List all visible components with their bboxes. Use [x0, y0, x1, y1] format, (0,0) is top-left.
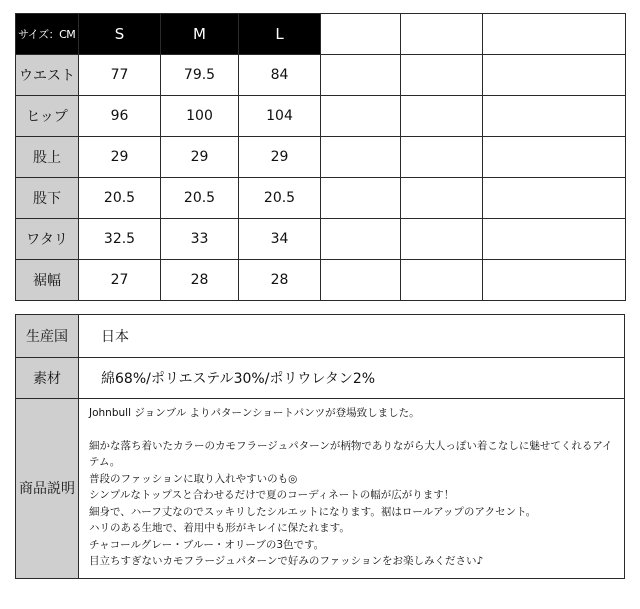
value-cell: 27 — [79, 260, 161, 301]
blank-cell — [321, 219, 401, 260]
description-line: チャコールグレー・ブルー・オリーブの3色です。 — [89, 538, 325, 551]
blank-cell — [483, 14, 626, 55]
row-label: 股上 — [16, 137, 79, 178]
material-row — [16, 358, 625, 399]
size-header-l: L — [239, 14, 321, 55]
table-row — [16, 96, 626, 137]
table-row — [16, 260, 626, 301]
size-header-m: M — [161, 14, 239, 55]
row-label: ヒップ — [16, 96, 79, 137]
blank-cell — [321, 260, 401, 301]
value-cell: 77 — [79, 55, 161, 96]
origin-value: 日本 — [79, 315, 625, 358]
value-cell: 28 — [161, 260, 239, 301]
size-header-row — [16, 14, 626, 55]
size-header-s: S — [79, 14, 161, 55]
description-intro: Johnbull ジョンブル よりパターンショートパンツが登場致しました。 — [89, 407, 420, 419]
value-cell: 104 — [239, 96, 321, 137]
blank-cell — [401, 14, 483, 55]
material-label: 素材 — [16, 358, 79, 399]
value-cell: 20.5 — [239, 178, 321, 219]
table-row — [16, 178, 626, 219]
size-table — [15, 13, 626, 301]
description-line: 目立ちすぎないカモフラージュパターンで好みのファッションをお楽しみください♪ — [89, 555, 484, 567]
blank-cell — [483, 219, 626, 260]
row-label: ワタリ — [16, 219, 79, 260]
blank-cell — [401, 178, 483, 219]
description-line: シンプルなトップスと合わせるだけで夏のコーディネートの幅が広がります！ — [89, 489, 455, 501]
description-line: 普段のファッションに取り入れやすいのも◎ — [89, 472, 298, 485]
blank-cell — [321, 55, 401, 96]
size-unit-label: サイズ：CM — [16, 14, 79, 55]
blank-cell — [401, 137, 483, 178]
value-cell: 34 — [239, 219, 321, 260]
value-cell: 20.5 — [161, 178, 239, 219]
blank-cell — [401, 219, 483, 260]
value-cell: 20.5 — [79, 178, 161, 219]
value-cell: 96 — [79, 96, 161, 137]
value-cell: 33 — [161, 219, 239, 260]
blank-cell — [321, 14, 401, 55]
blank-cell — [321, 178, 401, 219]
origin-label: 生産国 — [16, 315, 79, 358]
blank-cell — [483, 137, 626, 178]
table-row — [16, 219, 626, 260]
blank-cell — [321, 96, 401, 137]
blank-cell — [401, 96, 483, 137]
material-value: 綿68%/ポリエステル30%/ポリウレタン2% — [79, 358, 625, 399]
value-cell: 29 — [79, 137, 161, 178]
row-label: 股下 — [16, 178, 79, 219]
description-line: 細身で、ハーフ丈なのでスッキリしたシルエットになります。裾はロールアップのアクセント。 — [89, 505, 537, 518]
description-row — [16, 399, 625, 579]
value-cell: 29 — [239, 137, 321, 178]
row-label: 裾幅 — [16, 260, 79, 301]
value-cell: 28 — [239, 260, 321, 301]
blank-cell — [321, 137, 401, 178]
table-row — [16, 55, 626, 96]
blank-cell — [401, 260, 483, 301]
description-line: 細かな落ち着いたカラーのカモフラージュパターンが柄物でありながら大人っぽい着こなしに魅せてくれるアイテム。 — [89, 439, 613, 468]
description-line: ハリのある生地で、着用中も形がキレイに保たれます。 — [89, 522, 350, 534]
table-row — [16, 137, 626, 178]
product-info-table — [15, 314, 625, 579]
blank-cell — [483, 178, 626, 219]
blank-cell — [483, 96, 626, 137]
description-text — [79, 399, 625, 579]
value-cell: 32.5 — [79, 219, 161, 260]
blank-cell — [401, 55, 483, 96]
value-cell: 100 — [161, 96, 239, 137]
value-cell: 29 — [161, 137, 239, 178]
origin-row — [16, 315, 625, 358]
blank-cell — [483, 55, 626, 96]
value-cell: 84 — [239, 55, 321, 96]
description-label: 商品説明 — [16, 399, 79, 579]
row-label: ウエスト — [16, 55, 79, 96]
blank-cell — [483, 260, 626, 301]
value-cell: 79.5 — [161, 55, 239, 96]
